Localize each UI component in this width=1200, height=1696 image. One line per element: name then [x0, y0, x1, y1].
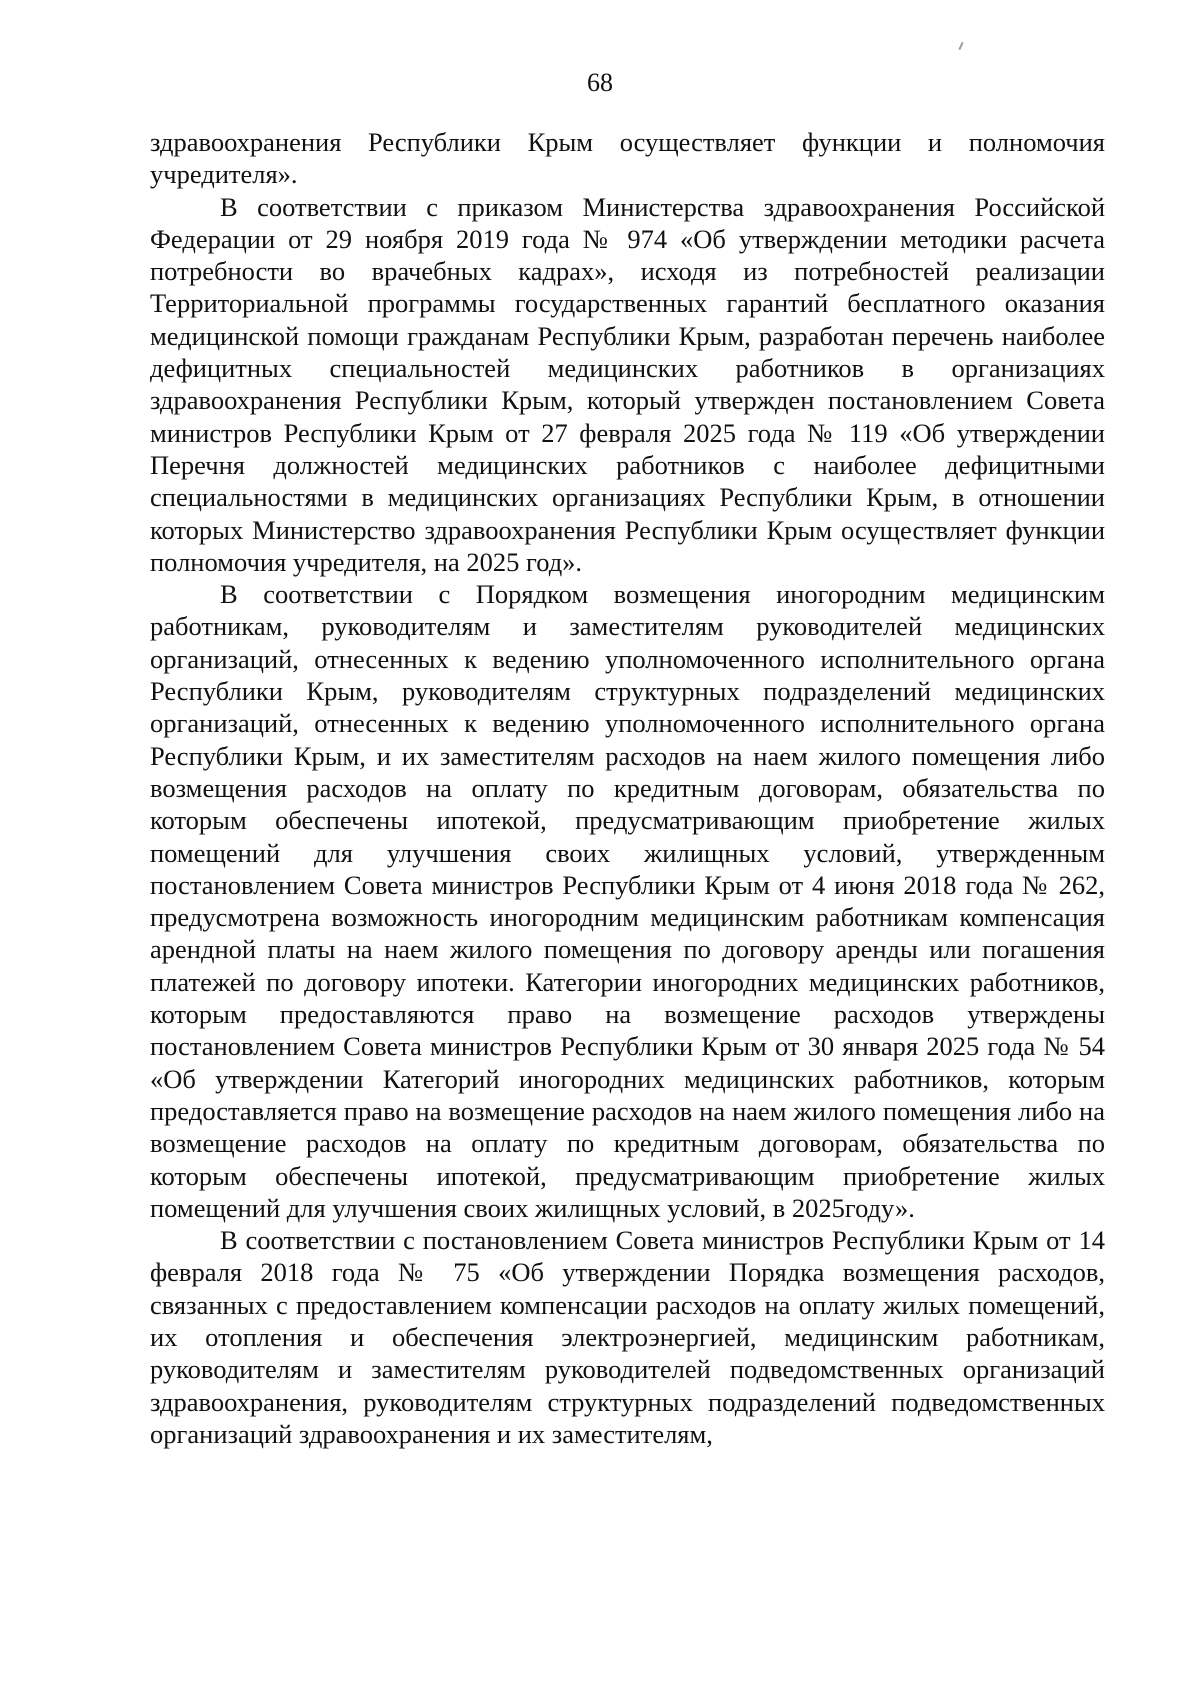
- paragraph-utilities-compensation: В соответствии с постановлением Совета министров Республики Крым от 14 февраля 2018 года № 75 «Об утверждении Порядка возмещения расходов, связанных с предоставлением компенсации расходов на оплату жилых помещений, их отопления и обеспечения электроэнергией, медицинским работникам, руководителям и заместителям руководителей подведомственных организаций здравоохранения, руководителям структурных подразделений подведомственных организаций здравоохранения и их заместителям,: [150, 1225, 1105, 1449]
- paragraph-housing-compensation: В соответствии с Порядком возмещения иногородним медицинским работникам, руководителям и заместителям руководителей медицинских организаций, отнесенных к ведению уполномоченного исполнительного органа Республики Крым, руководителям структурных подразделений медицинских организаций, отнесенных к ведению уполномоченного исполнительного органа Республики Крым, и их заместителям расходов на наем жилого помещения либо возмещения расходов на оплату по кредитным договорам, обязательства по которым обеспечены ипотекой, предусматривающим приобретение жилых помещений для улучшения своих жилищных условий, утвержденным постановлением Совета министров Республики Крым от 4 июня 2018 года № 262, предусмотрена возможность иногородним медицинским работникам компенсация арендной платы на наем жилого помещения по договору аренды или погашения платежей по договору ипотеки. Категории иногородних медицинских работников, которым предоставляются право на возмещение расходов утверждены постановлением Совета министров Республики Крым от 30 января 2025 года № 54 «Об утверждении Категорий иногородних медицинских работников, которым предоставляется право на возмещение расходов на наем жилого помещения либо на возмещение расходов на оплату по кредитным договорам, обязательства по которым обеспечены ипотекой, предусматривающим приобретение жилых помещений для улучшения своих жилищных условий, в 2025году».: [150, 579, 1105, 1223]
- paragraph-deficit-specialties: В соответствии с приказом Министерства здравоохранения Российской Федерации от 29 ноября 2019 года № 974 «Об утверждении методики расчета потребности во врачебных кадрах», исходя из потребностей реализации Территориальной программы государственных гарантий бесплатного оказания медицинской помощи гражданам Республики Крым, разработан перечень наиболее дефицитных специальностей медицинских работников в организациях здравоохранения Республики Крым, который утвержден постановлением Совета министров Республики Крым от 27 февраля 2025 года № 119 «Об утверждении Перечня должностей медицинских работников с наиболее дефицитными специальностями в медицинских организациях Республики Крым, в отношении которых Министерство здравоохранения Республики Крым осуществляет функции полномочия учредителя, на 2025 год».: [150, 191, 1105, 577]
- paragraph-continuation: здравоохранения Республики Крым осуществляет функции и полномочия учредителя».: [150, 127, 1105, 190]
- scan-speck: [958, 42, 963, 50]
- page-number: 68: [587, 68, 613, 97]
- document-body: [150, 126, 1105, 1450]
